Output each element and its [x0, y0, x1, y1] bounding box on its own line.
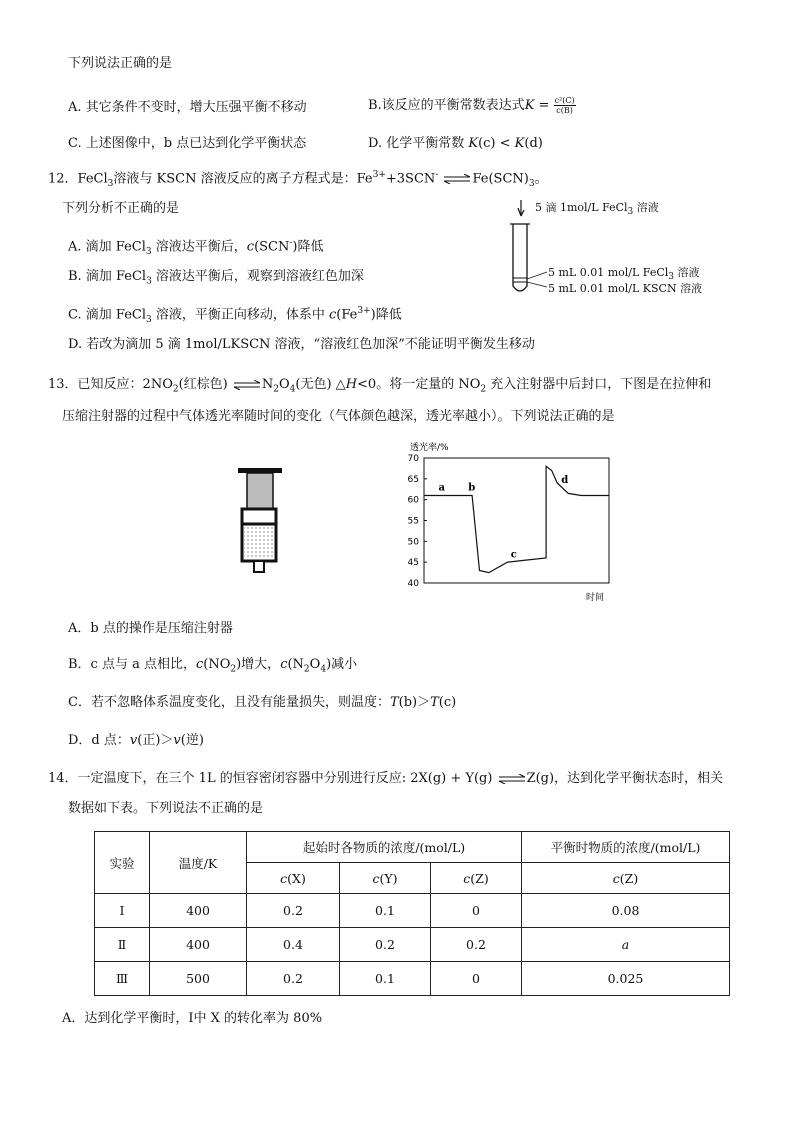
q12-option-b: B. 滴加 FeCl$_3$ 溶液达平衡后，观察到溶液红色加深	[68, 269, 364, 287]
table-row: Ⅰ 400 0.2 0.1 0 0.08	[95, 894, 730, 928]
table-row: Ⅲ 500 0.2 0.1 0 0.025	[95, 962, 730, 996]
th-eq-cz: c(Z)	[522, 863, 730, 894]
equilibrium-arrow-icon	[232, 380, 262, 390]
tube-solution-kscn: 5 mL 0.01 mol/L KSCN 溶液	[548, 282, 703, 295]
syringe-figure	[230, 466, 288, 576]
q14-option-a: A．达到化学平衡时，Ⅰ中 X 的转化率为 80%	[62, 1011, 323, 1026]
q14-stem-line1: 14．一定温度下，在三个 1L 的恒容密闭容器中分别进行反应: 2X(g) + Y(g) Z(g)，达到化学平衡状态时，相关	[48, 771, 724, 786]
th-cy: c(Y)	[340, 863, 431, 894]
y-tick-label: 50	[407, 537, 419, 548]
q13-option-b: B．c 点与 a 点相比，$c(NO_2)$增大，$c(N_2O_4)$减小	[68, 657, 358, 675]
q14-stem-line2: 数据如下表。下列说法不正确的是	[68, 801, 264, 816]
tube-drop-label: 5 滴 1mol/L FeCl$_3$ 溶液	[535, 201, 659, 218]
point-label-c: c	[510, 549, 517, 561]
q13-stem-line1: 13．已知反应：$2NO_2$(红棕色) $N_2O_4$(无色) △H<0。将一定量的 $NO_2$ 充入注射器中后封口，下图是在拉伸和	[48, 377, 712, 395]
tube-solution-fecl3: 5 mL 0.01 mol/L FeCl$_3$ 溶液	[548, 266, 700, 283]
y-tick-label: 40	[407, 579, 419, 589]
th-initial-conc: 起始时各物质的浓度/(mol/L)	[247, 832, 522, 863]
th-cx: c(X)	[247, 863, 340, 894]
k-fraction: $\frac{\text{c²(C)}}{c(B)}$	[554, 96, 575, 115]
point-label-d: d	[561, 475, 569, 486]
q12-option-c: C. 滴加 FeCl$_3$ 溶液，平衡正向移动，体系中 $c(Fe^{3+})$降低	[68, 306, 402, 325]
q11-option-d: D. 化学平衡常数 K(c) < K(d)	[368, 136, 543, 151]
q13-option-c: C．若不忽略体系温度变化，且没有能量损失，则温度：T(b)＞T(c)	[68, 695, 457, 710]
q11-intro: 下列说法正确的是	[68, 56, 173, 71]
q11-option-a: A. 其它条件不变时，增大压强平衡不移动	[68, 100, 307, 115]
q12-stem: 12．FeCl$_3$溶液与 KSCN 溶液反应的离子方程式是：$Fe^{3+}+3SCN^-$ $Fe(SCN)_3$。	[48, 170, 548, 189]
chart-xlabel: 时间	[586, 593, 605, 603]
point-label-a: a	[438, 482, 445, 494]
th-equilibrium-conc: 平衡时物质的浓度/(mol/L)	[522, 832, 730, 863]
q11-option-b: B.该反应的平衡常数表达式K = $\frac{\text{c²(C)}}{c(B)}$	[368, 96, 575, 115]
q13-option-d: D．d 点：v(正)＞v(逆)	[68, 733, 204, 748]
chart-ylabel: 透光率/%	[410, 443, 449, 453]
q12-intro: 下列分析不正确的是	[62, 201, 180, 216]
equilibrium-arrow-icon	[442, 174, 472, 184]
q12-option-d: D. 若改为滴加 5 滴 1mol/LKSCN 溶液，“溶液红色加深”不能证明平衡发生移动	[68, 337, 535, 352]
table-row: Ⅱ 400 0.4 0.2 0.2 a	[95, 928, 730, 962]
y-tick-label: 65	[407, 474, 419, 485]
q12-option-a: A. 滴加 FeCl$_3$ 溶液达平衡后，c(SCN-)降低	[68, 238, 324, 257]
th-experiment: 实验	[95, 832, 150, 894]
q13-option-a: A．b 点的操作是压缩注射器	[68, 621, 233, 636]
y-tick-label: 55	[407, 516, 419, 527]
y-tick-label: 60	[407, 495, 419, 506]
q13-stem-line2: 压缩注射器的过程中气体透光率随时间的变化（气体颜色越深，透光率越小）。下列说法正确的是	[62, 409, 615, 424]
point-label-b: b	[468, 482, 476, 494]
equilibrium-arrow-icon	[497, 774, 527, 784]
q11-option-c: C. 上述图像中，b 点已达到化学平衡状态	[68, 136, 307, 151]
y-tick-label: 70	[407, 454, 419, 464]
y-tick-label: 45	[407, 558, 419, 569]
transmittance-chart	[396, 440, 616, 605]
q14-data-table	[94, 831, 730, 996]
th-cz: c(Z)	[431, 863, 522, 894]
th-temperature: 温度/K	[150, 832, 247, 894]
